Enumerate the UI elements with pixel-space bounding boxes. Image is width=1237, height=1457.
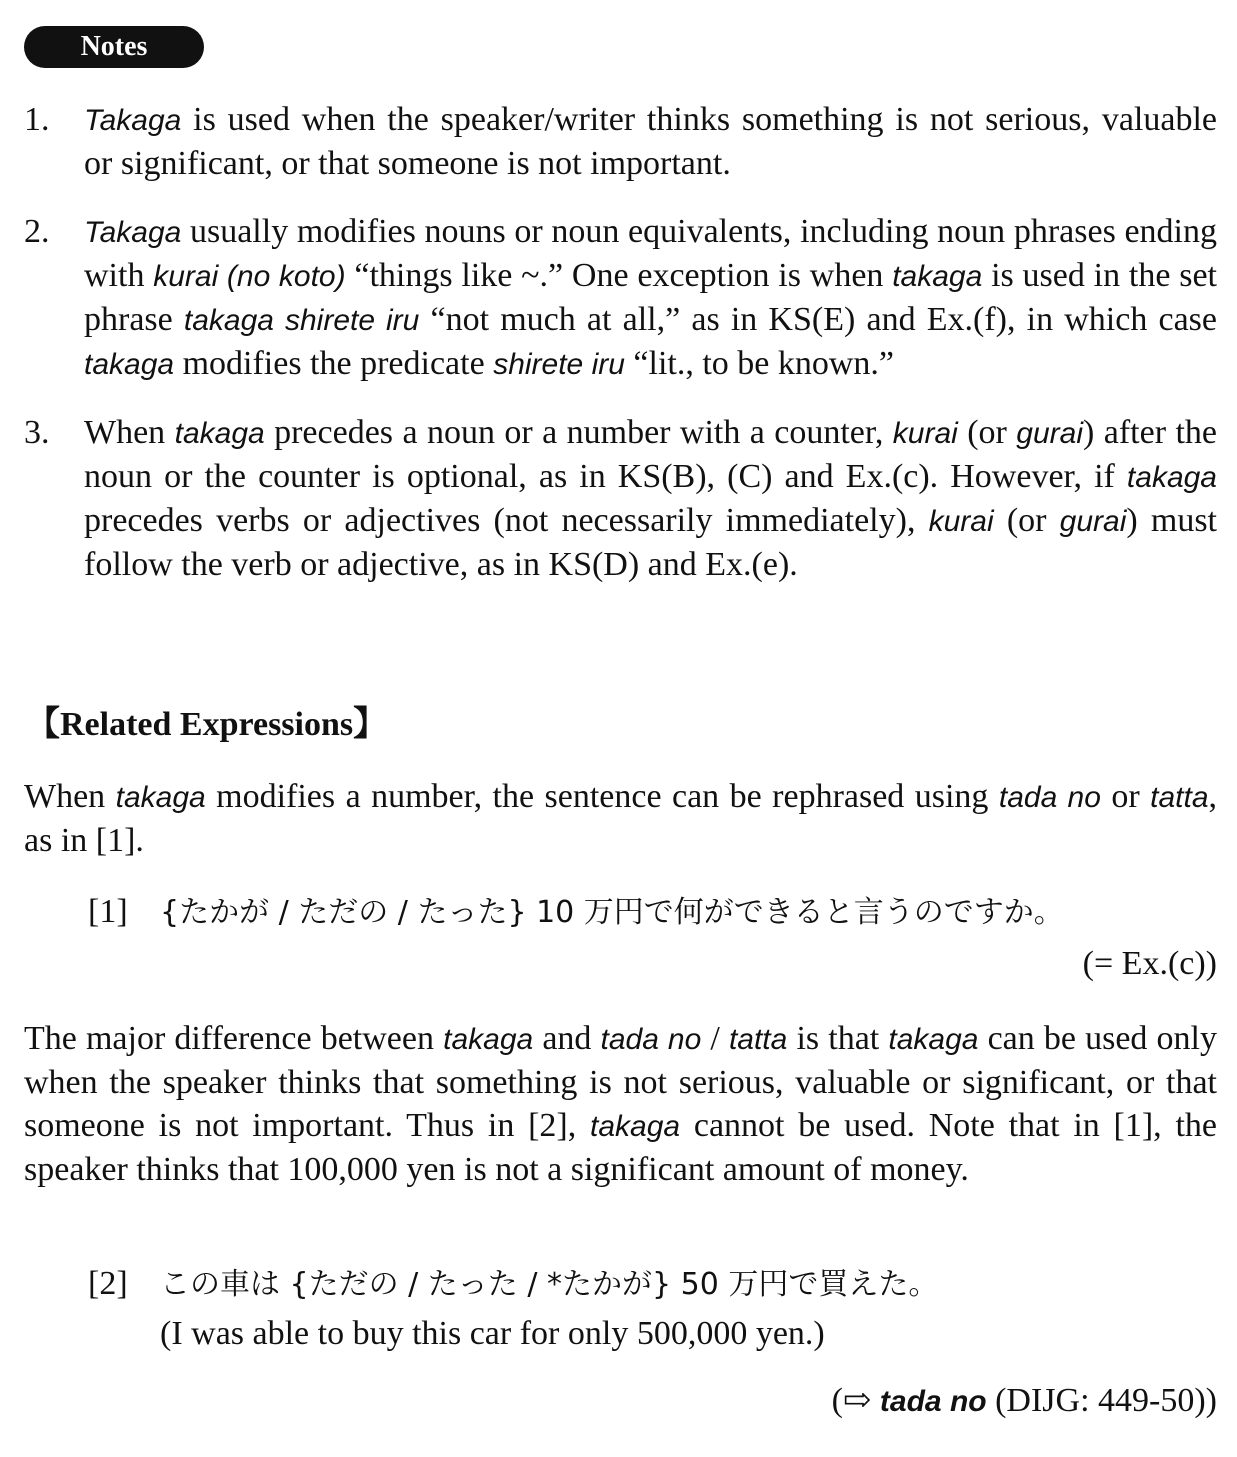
text-run: ) after the noun or the counter is optional, as in KS(B), (C) and Ex.(c). However, if	[84, 414, 1217, 495]
example-number: [1]	[88, 893, 128, 930]
text-run: or	[1100, 778, 1151, 815]
text-run: precedes verbs or adjectives (not necessarily immediately),	[84, 502, 929, 539]
romaji-term: shirete iru	[493, 348, 625, 381]
text-run: ) must follow the verb or adjective, as in KS(D) and Ex.(e).	[84, 502, 1217, 583]
text-run: “things like ~.” One exception is when	[345, 257, 893, 294]
text-run: When	[84, 414, 175, 451]
text-run: modifies the predicate	[174, 345, 494, 382]
related-paragraph-1	[24, 775, 1217, 862]
romaji-term: Takaga	[84, 216, 182, 249]
romaji-term: tatta	[1150, 781, 1209, 814]
romaji-term: kurai (no koto)	[153, 260, 346, 293]
romaji-term: kurai	[928, 505, 994, 538]
note-item	[24, 210, 1217, 386]
note-item	[24, 411, 1217, 586]
cross-reference	[832, 1380, 1217, 1420]
example-1-reference: (= Ex.(c))	[1082, 945, 1217, 982]
text-run: , as in [1].	[24, 778, 1218, 859]
romaji-term: tada no	[998, 781, 1101, 814]
romaji-term: takaga	[888, 1023, 979, 1056]
romaji-term: takaga	[174, 417, 265, 450]
romaji-term: takaga	[590, 1110, 681, 1143]
romaji-term: takaga	[115, 781, 206, 814]
example-2-translation: (I was able to buy this car for only 500,000 yen.)	[160, 1315, 825, 1352]
text-run: “lit., to be known.”	[624, 345, 895, 382]
example-text: {たかが / ただの / たった} 10 万円で何ができると言うのですか。	[160, 895, 1064, 930]
text-run: can be used only when the speaker thinks that something is not serious, valuable or significant, or that someone is not important. Thus in [2],	[24, 1020, 1217, 1144]
example-1	[88, 890, 1064, 934]
romaji-term: gurai	[1059, 505, 1127, 538]
text-run: (or	[957, 414, 1017, 451]
romaji-term: takaga	[84, 348, 175, 381]
note-number: 3.	[24, 414, 50, 451]
note-item	[24, 98, 1217, 185]
text-run: and	[533, 1020, 601, 1057]
text-run: is used when the speaker/writer thinks something is not serious, valuable or significant, or that someone is not important.	[84, 101, 1217, 182]
text-run: precedes a noun or a number with a counter,	[264, 414, 893, 451]
cross-reference-source: (DIJG: 449-50))	[986, 1382, 1217, 1419]
notes-badge: Notes	[24, 26, 204, 68]
notes-list	[24, 98, 1217, 611]
example-2	[88, 1262, 938, 1306]
romaji-term: takaga	[443, 1023, 534, 1056]
romaji-term: takaga shirete iru	[183, 304, 420, 337]
text-run: modifies a number, the sentence can be rephrased using	[205, 778, 999, 815]
romaji-term: Takaga	[84, 104, 182, 137]
text-run: is that	[787, 1020, 889, 1057]
example-number: [2]	[88, 1265, 128, 1302]
cross-reference-term[interactable]: tada no	[879, 1385, 987, 1418]
romaji-term: tada no	[600, 1023, 702, 1056]
romaji-term: takaga	[1126, 461, 1217, 494]
text-run: cannot be used. Note that in [1], the speaker thinks that 100,000 yen is not a significant amount of money.	[24, 1107, 1217, 1188]
text-run: (or	[993, 502, 1060, 539]
text-run: /	[701, 1020, 729, 1057]
note-text	[84, 213, 1217, 382]
text-run: The major difference between	[24, 1020, 444, 1057]
related-expressions-heading: 【Related Expressions】	[26, 706, 388, 743]
romaji-term: tatta	[728, 1023, 788, 1056]
text-run: When	[24, 778, 116, 815]
romaji-term: kurai	[892, 417, 958, 450]
note-text	[84, 414, 1217, 583]
cross-reference-open: (⇨	[831, 1382, 880, 1419]
text-run: “not much at all,” as in KS(E) and Ex.(f), in which case	[419, 301, 1217, 338]
note-text	[84, 101, 1217, 182]
romaji-term: gurai	[1016, 417, 1084, 450]
text-run: usually modifies nouns or noun equivalents, including noun phrases ending with	[84, 213, 1217, 294]
romaji-term: takaga	[892, 260, 983, 293]
note-number: 1.	[24, 101, 50, 138]
related-paragraph-2	[24, 1017, 1217, 1191]
text-run: is used in the set phrase	[84, 257, 1217, 338]
example-text: この車は {ただの / たった / *たかが} 50 万円で買えた。	[160, 1267, 939, 1302]
note-number: 2.	[24, 213, 50, 250]
